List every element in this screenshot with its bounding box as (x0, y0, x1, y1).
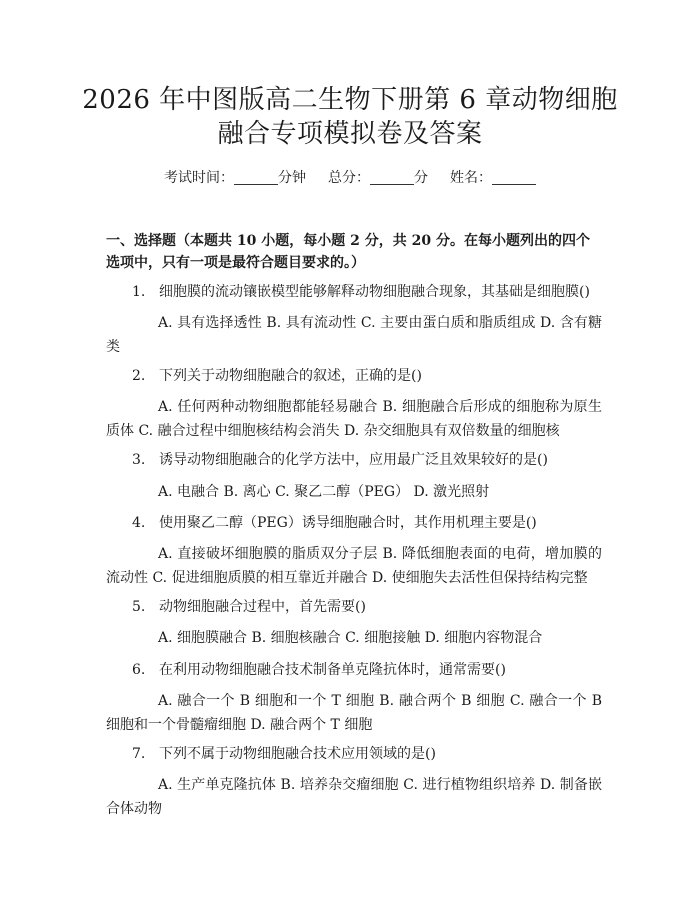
score-unit: 分 (414, 170, 428, 186)
question-options: A. 细胞膜融合 B. 细胞核融合 C. 细胞接触 D. 细胞内容物混合 (158, 630, 543, 646)
question-options: A. 直接破坏细胞膜的脂质双分子层 B. 降低细胞表面的电荷，增加膜的流动性 C. 促进细胞质膜的相互靠近并融合 D. 使细胞失去活性但保持结构完整 (106, 546, 602, 586)
question-text: 下列不属于动物细胞融合技术应用领域的是() (159, 746, 436, 762)
question-stem (132, 745, 602, 763)
question-text: 动物细胞融合过程中，首先需要() (159, 599, 366, 615)
question-options: A. 具有选择透性 B. 具有流动性 C. 主要由蛋白质和脂质组成 D. 含有糖类 (106, 315, 602, 355)
name-label: 姓名： (450, 170, 492, 186)
question-number: 6. (132, 662, 146, 678)
name-blank (492, 170, 536, 185)
score-label: 总分： (328, 170, 370, 186)
question-text: 使用聚乙二醇（PEG）诱导细胞融合时，其作用机理主要是() (159, 515, 537, 531)
question-options: A. 任何两种动物细胞都能轻易融合 B. 细胞融合后形成的细胞称为原生质体 C. 融合过程中细胞核结构会消失 D. 杂交细胞具有双倍数量的细胞核 (106, 399, 602, 439)
question-text: 下列关于动物细胞融合的叙述，正确的是() (159, 368, 422, 384)
question-number: 3. (132, 452, 146, 468)
question-options: A. 融合一个 B 细胞和一个 T 细胞 B. 融合两个 B 细胞 C. 融合一个 B 细胞和一个骨髓瘤细胞 D. 融合两个 T 细胞 (106, 693, 602, 733)
question-number: 2. (132, 368, 146, 384)
question-stem (132, 514, 602, 532)
time-unit: 分钟 (278, 170, 306, 186)
question-text: 细胞膜的流动镶嵌模型能够解释动物细胞融合现象，其基础是细胞膜() (159, 284, 590, 300)
page-title-line-1: 2026 年中图版高二生物下册第 6 章动物细胞 (82, 85, 618, 115)
question-stem (132, 451, 602, 469)
time-blank (234, 170, 278, 185)
question-number: 5. (132, 599, 146, 615)
question-number: 1. (132, 284, 146, 300)
question-options: A. 电融合 B. 离心 C. 聚乙二醇（PEG） D. 激光照射 (158, 484, 490, 500)
question-stem (132, 598, 602, 616)
question-number: 4. (132, 515, 146, 531)
question-text: 在利用动物细胞融合技术制备单克隆抗体时，通常需要() (159, 662, 506, 678)
score-blank (370, 170, 414, 185)
question-stem (132, 661, 602, 679)
time-label: 考试时间： (164, 170, 234, 186)
page-title-line-2: 融合专项模拟卷及答案 (217, 119, 483, 149)
question-stem (132, 283, 602, 301)
question-text: 诱导动物细胞融合的化学方法中，应用最广泛且效果较好的是() (159, 452, 548, 468)
section-heading: 一、选择题（本题共 10 小题，每小题 2 分，共 20 分。在每小题列出的四个选项中，只有一项是最符合题目要求的。） (106, 233, 590, 271)
question-number: 7. (132, 746, 146, 762)
question-stem (132, 367, 602, 385)
exam-info-line (0, 170, 700, 186)
question-options: A. 生产单克隆抗体 B. 培养杂交瘤细胞 C. 进行植物组织培养 D. 制备嵌合体动物 (106, 777, 602, 817)
